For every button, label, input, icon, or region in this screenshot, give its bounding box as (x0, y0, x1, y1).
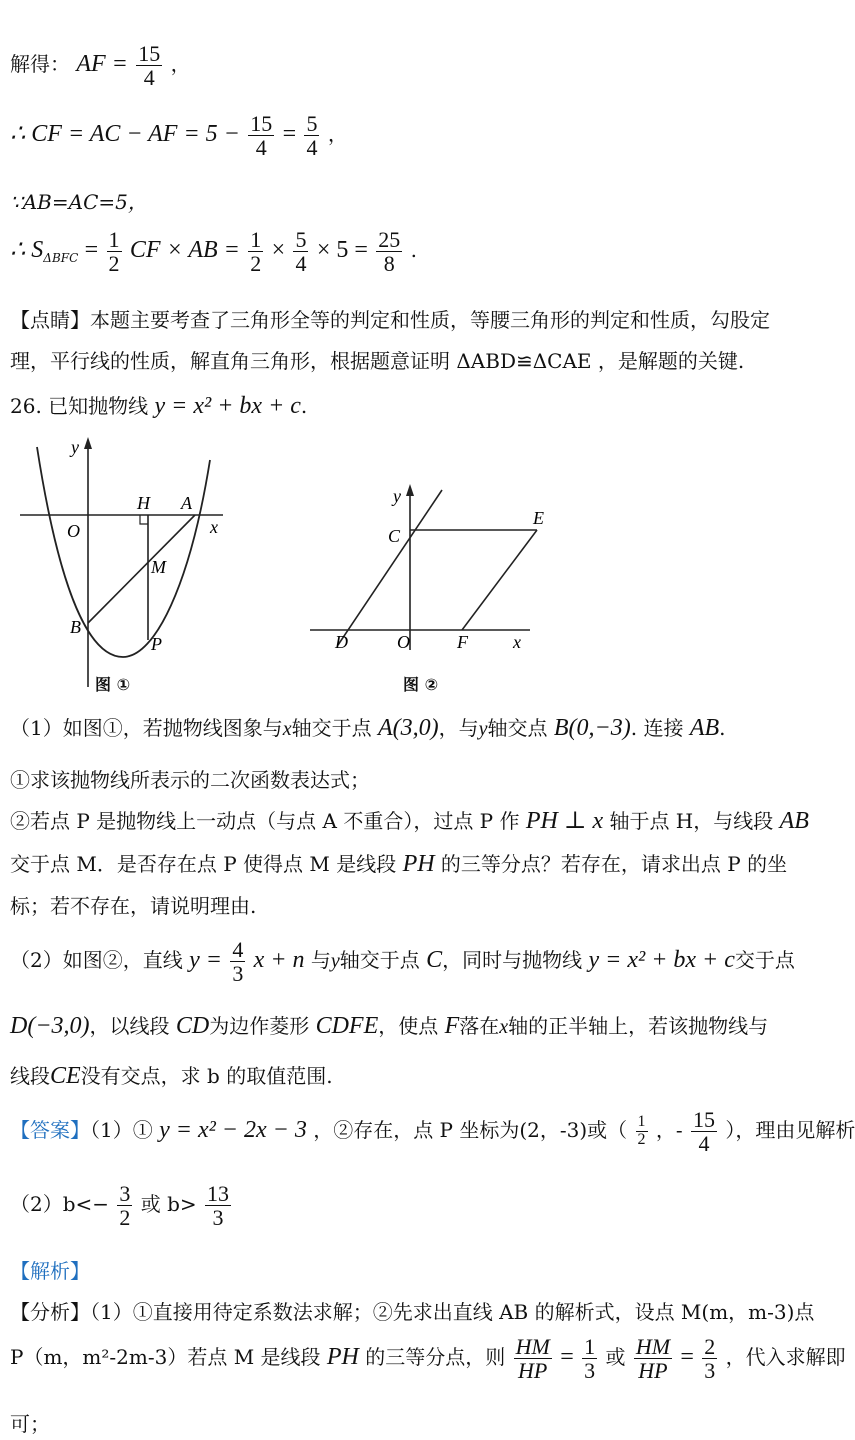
question-part-1-sub-2-cont: 交于点 M．是否存在点 P 使得点 M 是线段 PH 的三等分点？若存在，请求出点 P 的坐 (10, 851, 788, 877)
fig2-label-y: y (393, 486, 401, 506)
fig2-label-e: E (533, 508, 544, 528)
answer-line-1: 【答案】（1）① y = x² − 2x − 3 ，②存在，点 P 坐标为(2，-3)或（ $\frac{1}{2}$ ，- $\frac{15}{4}$ ），理由见解析 (10, 1107, 855, 1157)
fig2-label-o: O (397, 632, 410, 652)
fig2-label-x: x (513, 632, 521, 652)
figure-2-rhombus (305, 480, 544, 660)
fig2-label-f: F (457, 632, 468, 652)
question-part-1-sub-2: ②若点 P 是抛物线上一动点（与点 A 不重合），过点 P 作 PH ⊥ x 轴于点 H，与线段 AB (10, 808, 809, 834)
fig1-label-y: y (71, 437, 79, 457)
jiexi-heading: 【解析】 (10, 1259, 90, 1283)
figure-2-caption: 图 ② (403, 675, 439, 694)
fig1-label-m: M (151, 557, 166, 577)
question-part-2-cont: D(−3,0)，以线段 CD为边作菱形 CDFE，使点 F落在x轴的正半轴上，若该抛物线与 (10, 1013, 769, 1039)
fig1-label-x: x (210, 517, 218, 537)
analysis-line-2: P（m，m²-2m-3）若点 M 是线段 PH 的三等分点，则 $\frac{HM}{HP}$ = $\frac{1}{3}$ 或 $\frac{HM}{HP}$ = $\frac{2}{3}$ ，代入求解即 (10, 1334, 846, 1384)
fig1-segment-ab (88, 515, 195, 623)
question-part-2: （2）如图②，直线 y = $\frac{4}{3}$ x + n 与y轴交于点 C，同时与抛物线 y = x² + bx + c交于点 (10, 937, 795, 987)
fig1-label-p: P (151, 634, 162, 654)
question-part-1-sub-2-end: 标；若不存在，请说明理由. (10, 894, 257, 918)
question-26-title: 26. 已知抛物线 y = x² + bx + c. (10, 393, 308, 419)
dianjing-line-1: 【点睛】本题主要考查了三角形全等的判定和性质，等腰三角形的判定和性质，勾股定 (10, 308, 770, 332)
question-part-1: （1）如图①，若抛物线图象与x轴交于点 A(3,0)，与y轴交点 B(0,−3). 连接 AB. (10, 715, 726, 741)
fig1-label-o: O (67, 521, 80, 541)
analysis-line-1: 【分析】（1）①直接用待定系数法求解；②先求出直线 AB 的解析式，设点 M(m，m-3)点 (10, 1300, 815, 1324)
dianjing-line-2: 理，平行线的性质，解直角三角形，根据题意证明 ΔABD≌ΔCAE ，是解题的关键. (10, 349, 745, 373)
figure-1-parabola (15, 435, 245, 695)
analysis-line-3: 可； (10, 1412, 50, 1436)
solution-line-area: ∴ $S_{\Delta BFC}$ = $\frac{1}{2}$ CF × AB = $\frac{1}{2}$ × $\frac{5}{4}$ × 5 = $\frac{25}{8}$ . (10, 227, 417, 277)
fig1-label-a: A (181, 493, 192, 513)
question-part-1-sub-1: ①求该抛物线所表示的二次函数表达式； (10, 768, 370, 792)
question-part-2-end: 线段CE没有交点，求 b 的取值范围. (10, 1063, 333, 1089)
fig1-label-h: H (137, 493, 150, 513)
solution-line-cf: ∴ CF = AC − AF = 5 − $\frac{15}{4}$ = $\frac{5}{4}$ ， (10, 111, 348, 161)
fig2-label-d: D (335, 632, 348, 652)
fig2-label-c: C (388, 526, 401, 546)
figure-1-caption: 图 ① (95, 675, 131, 694)
solution-line-af: 解得： AF = $\frac{15}{4}$ ， (10, 41, 191, 91)
fig2-segment-ef (462, 530, 537, 630)
solution-line-ab-ac: ∵AB=AC=5， (10, 190, 148, 214)
fig1-parabola-curve (37, 447, 210, 657)
fig1-label-b: B (70, 617, 81, 637)
fig2-line-cd (338, 490, 442, 645)
answer-line-2: （2）b<− $\frac{3}{2}$ 或 b> $\frac{13}{3}$ (10, 1181, 230, 1231)
